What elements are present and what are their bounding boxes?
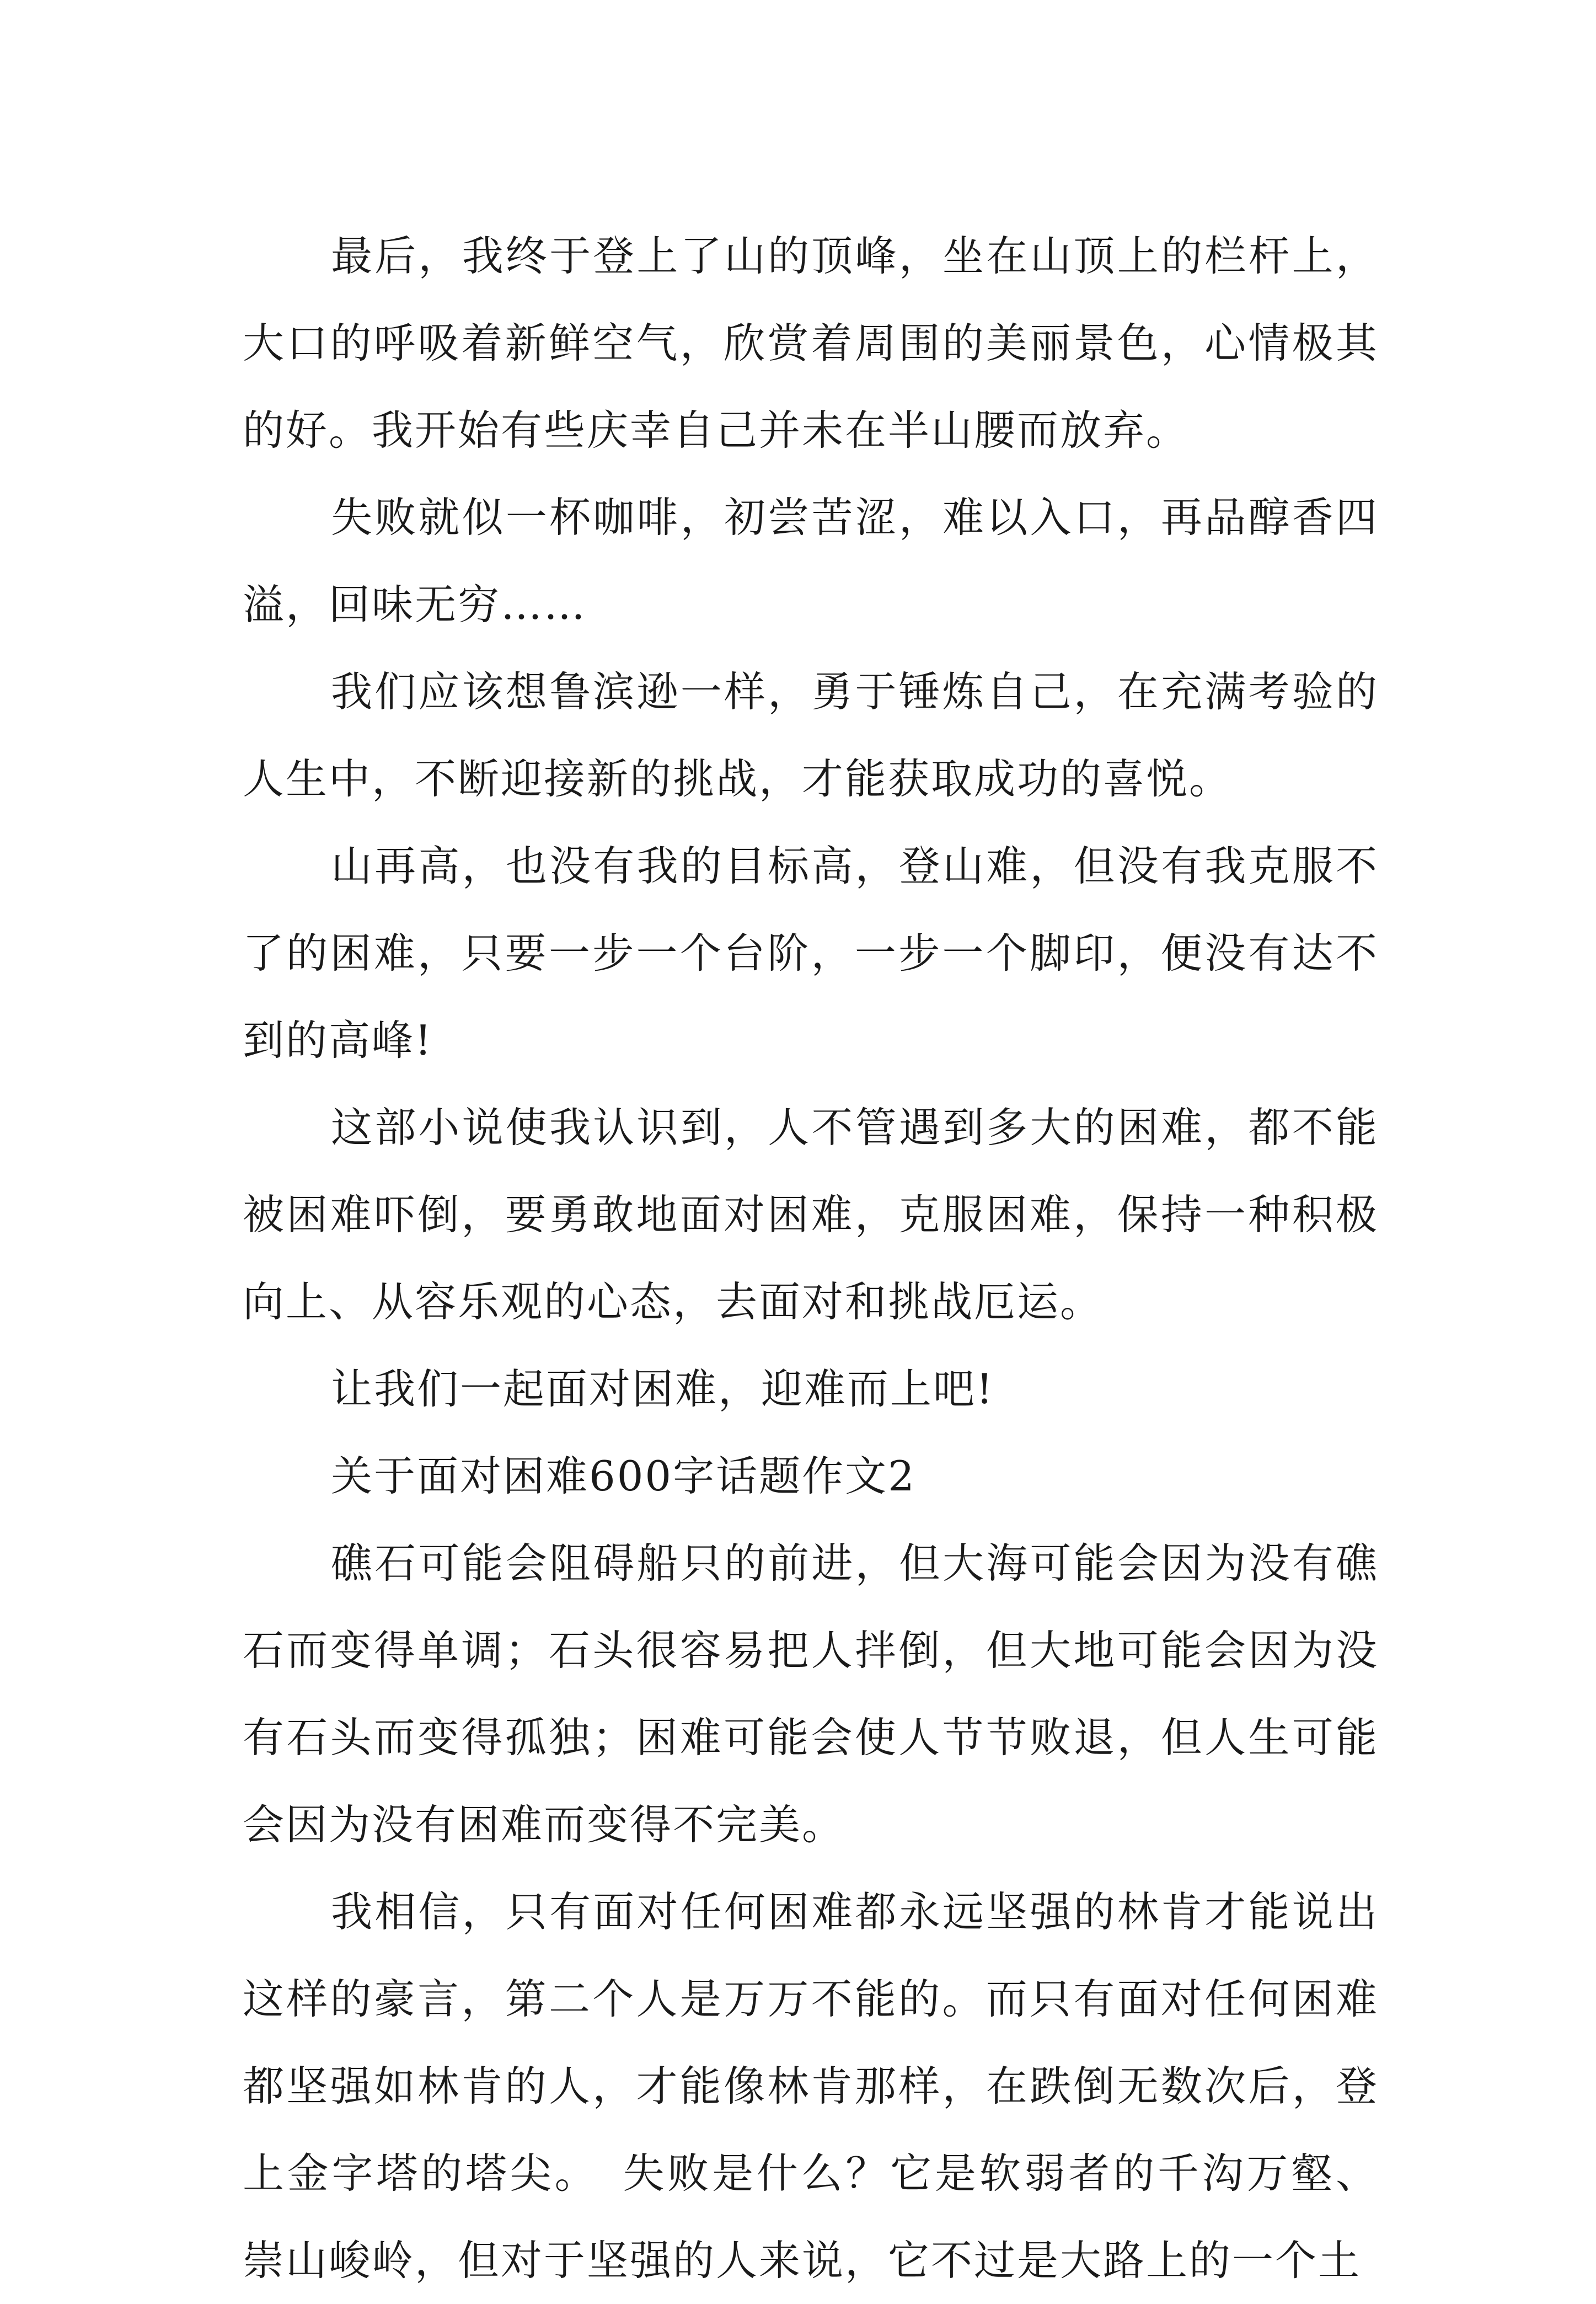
paragraph-face-difficulty: 让我们一起面对困难，迎难而上吧! — [331, 1365, 995, 1413]
paragraph-mountain-goal: 山再高，也没有我的目标高，登山难，但没有我克服不了的困难，只要一步一个台阶，一步一个脚印，便没有达不到的高峰! — [243, 842, 1379, 1065]
document-body — [243, 212, 1379, 2304]
paragraph-coffee: 失败就似一杯咖啡，初尝苦涩，难以入口，再品醇香四溢，回味无穷…… — [243, 493, 1379, 629]
paragraph-reef: 礁石可能会阻碍船只的前进，但大海可能会因为没有礁石而变得单调；石头很容易把人拌倒，但大地可能会因为没有石头而变得孤独；困难可能会使人节节败退，但人生可能会因为没有困难而变得不完美。 — [243, 1539, 1379, 1849]
paragraph-summit: 最后，我终于登上了山的顶峰，坐在山顶上的栏杆上，大口的呼吸着新鲜空气，欣赏着周围的美丽景色，心情极其的好。我开始有些庆幸自己并未在半山腰而放弃。 — [243, 232, 1379, 455]
section-heading: 关于面对困难600字话题作文2 — [331, 1452, 916, 1500]
paragraph-robinson: 我们应该想鲁滨逊一样，勇于锤炼自己，在充满考验的人生中，不断迎接新的挑战，才能获取成功的喜悦。 — [243, 667, 1379, 803]
paragraph-lincoln: 我相信，只有面对任何困难都永远坚强的林肯才能说出这样的豪言，第二个人是万万不能的。而只有面对任何困难都坚强如林肯的人，才能像林肯那样，在跌倒无数次后，登上金字塔的塔尖。 失败是什么？它是软弱者的千沟万壑、崇山峻岭，但对于坚强的人来说，它不过是大路上的一个土 — [243, 1888, 1379, 2285]
paragraph-novel-lesson: 这部小说使我认识到，人不管遇到多大的困难，都不能被困难吓倒，要勇敢地面对困难，克服困难，保持一种积极向上、从容乐观的心态，去面对和挑战厄运。 — [243, 1103, 1379, 1326]
